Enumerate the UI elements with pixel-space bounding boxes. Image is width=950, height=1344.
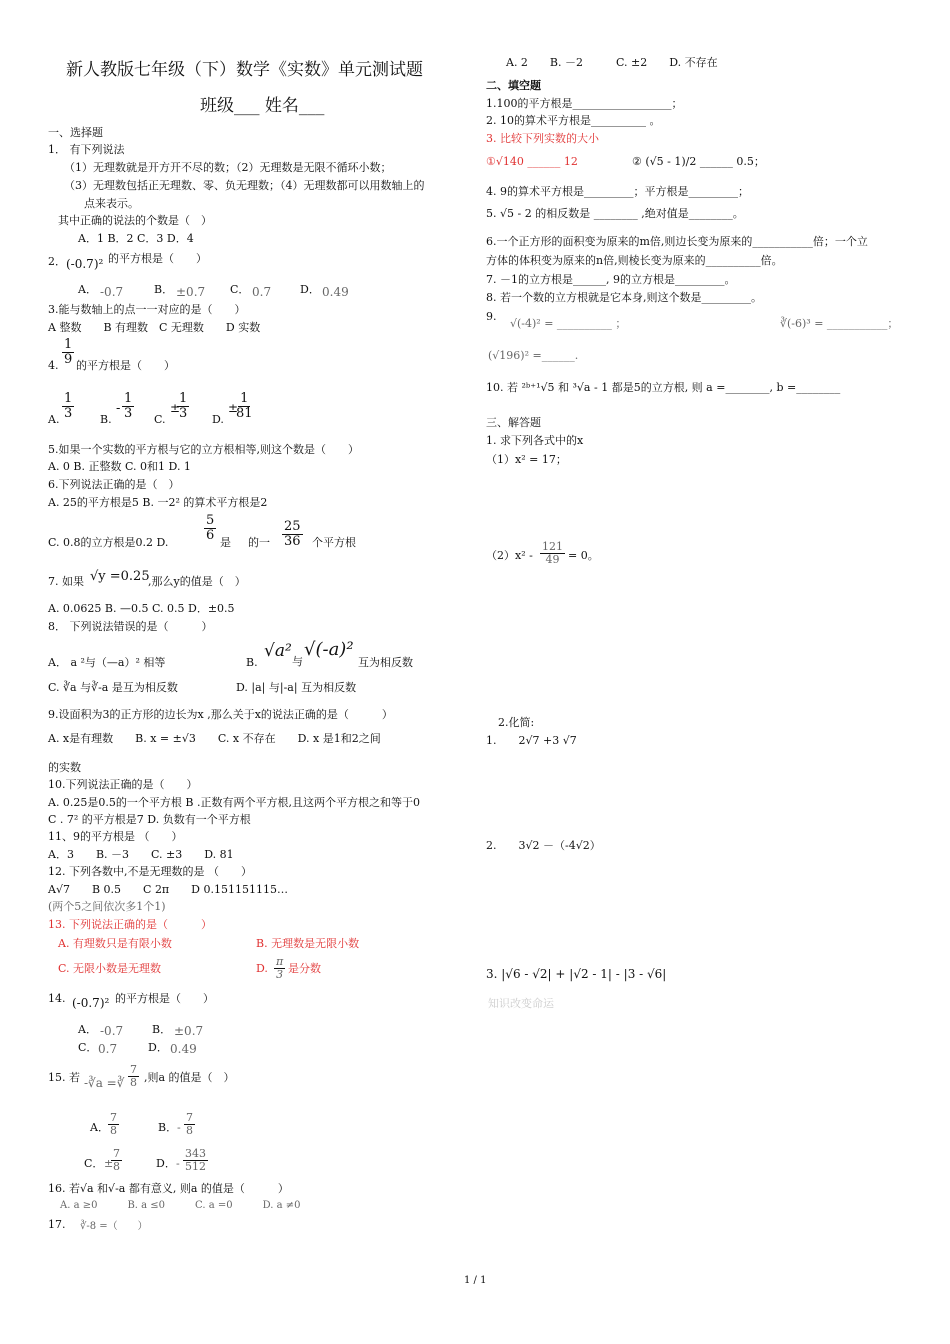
q15-opt-b-val: $\frac{7}{8}$ — [186, 1111, 193, 1138]
q10-cd: C . 7² 的平方根是7 D. 负数有一个平方根 — [48, 813, 251, 826]
q8-b-expr1: √a² — [264, 641, 292, 661]
q14-opt-c-val: 0.7 — [98, 1042, 118, 1056]
q8: 8． 下列说法错误的是（ ） — [48, 620, 213, 633]
q2-opt-a-val: -0.7 — [100, 285, 124, 299]
q8-c: C. ∛a 与∛-a 是互为相反数 — [48, 681, 178, 694]
fill-6b: 方体的体积变为原来的n倍,则棱长变为原来的__________倍。 — [486, 254, 783, 267]
fill-4: 4. 9的算术平方根是_________；平方根是_________； — [486, 185, 749, 198]
q6-cd: C. 0.8的立方根是0.2 D. — [48, 536, 169, 549]
q1e: A．1 B．2 C．3 D．4 — [78, 232, 194, 245]
q4-opt-d-sign: ± — [228, 401, 239, 415]
q4-opt-b-sign: - — [116, 401, 121, 416]
q7-options: A. 0.0625 B. —0.5 C. 0.5 D．±0.5 — [48, 602, 235, 615]
q1a: （1）无理数就是开方开不尽的数；（2）无理数是无限不循环小数； — [64, 161, 392, 174]
q16: 16. 若√a 和√-a 都有意义, 则a 的值是（ ） — [48, 1182, 289, 1195]
q10: 10.下列说法正确的是（ ） — [48, 778, 198, 791]
q15-opt-c-sign: ± — [104, 1157, 114, 1170]
q6-fraction-1: $\frac{5}{6}$ — [206, 513, 215, 544]
q8-b-expr2: √(-a)² — [304, 639, 354, 660]
class-name-line: 班级___ 姓名___ — [200, 96, 325, 116]
q12-tail: (两个5之间依次多1个1) — [48, 900, 166, 913]
q15-opt-c-val: $\frac{7}{8}$ — [113, 1147, 120, 1174]
q1b: （3）无理数包括正无理数、零、负无理数；（4）无理数都可以用数轴上的 — [64, 179, 425, 192]
problem-1: 1. 求下列各式中的x — [486, 434, 584, 447]
q6-ab: A. 25的平方根是5 B. 一2² 的算术平方根是2 — [48, 496, 268, 509]
problem-2b: 2. 3√2 －（-4√2） — [486, 839, 601, 852]
q8-a: A． a ²与（—a）² 相等 — [48, 656, 166, 669]
q3-options: A 整数 B 有理数 C 无理数 D 实数 — [48, 321, 261, 334]
q2-opt-b: B． — [154, 283, 174, 296]
q2-opt-b-val: ±0.7 — [176, 285, 206, 299]
q1c: 点来表示。 — [84, 197, 139, 210]
q8-b-and: 与 — [292, 655, 303, 668]
q13-a: A. 有理数只是有限小数 — [58, 937, 172, 950]
q13-c: C. 无限小数是无理数 — [58, 962, 162, 975]
page-number: 1 / 1 — [464, 1275, 487, 1286]
q5-options: A. 0 B. 正整数 C. 0和1 D. 1 — [48, 460, 191, 473]
fill-3a: ①√140 ______ 12 — [486, 155, 578, 168]
q4-opt-a-val: $\frac{1}{3}$ — [64, 391, 73, 422]
q14-opt-d: D． — [148, 1041, 168, 1054]
q8-d: D. |a| 与|-a| 互为相反数 — [236, 681, 357, 694]
q11: 11、9的平方根是 （ ） — [48, 830, 183, 843]
problem-2: 2.化简: — [498, 716, 535, 729]
q13-d-tail: 是分数 — [288, 962, 321, 975]
q15-opt-a: A． — [90, 1121, 109, 1134]
q13-d: D. — [256, 962, 268, 975]
fill-6a: 6.一个正方形的面积变为原来的m倍,则边长变为原来的___________倍；一个立 — [486, 235, 868, 248]
q9: 9.设面积为3的正方形的边长为x ,那么关于x的说法正确的是（ ） — [48, 708, 393, 721]
problem-2c: 3. |√6 - √2| + |√2 - 1| - |3 - √6| — [486, 967, 667, 981]
q15-opt-d-sign: - — [176, 1157, 180, 1170]
fill-2: 2. 10的算术平方根是__________ 。 — [486, 114, 661, 127]
fill-9c: (√196)² =______. — [488, 349, 579, 362]
fill-5: 5. √5 - 2 的相反数是 ________ ,绝对值是________。 — [486, 207, 744, 220]
q9-tail: 的实数 — [48, 761, 81, 774]
q16-options: A. a ≥0 B. a ≤0 C. a =0 D. a ≠0 — [60, 1200, 301, 1211]
problem-2a: 1. 2√7 +3 √7 — [486, 734, 577, 747]
fill-3: 3. 比较下列实数的大小 — [486, 132, 599, 145]
q1d: 其中正确的说法的个数是（ ） — [58, 214, 212, 227]
fill-9b: ∛(-6)³ = ___________； — [780, 317, 899, 330]
q1: 1． 有下列说法 — [48, 143, 125, 156]
q2-num: 2． — [48, 255, 66, 268]
q4-opt-b-val: $\frac{1}{3}$ — [124, 391, 133, 422]
q15-opt-c: C． — [84, 1157, 104, 1170]
q9-options: A. x是有理数 B. x = ±√3 C. x 不存在 D. x 是1和2之间 — [48, 732, 381, 745]
q4-opt-c-val: $\frac{1}{3}$ — [179, 391, 188, 422]
q4-opt-d: D. — [212, 413, 224, 426]
q2-opt-c-val: 0.7 — [252, 285, 272, 299]
q10-ab: A. 0.25是0.5的一个平方根 B .正数有两个平方根,且这两个平方根之和等于0 — [48, 796, 420, 809]
q4-opt-a: A. — [48, 413, 60, 426]
q14-opt-a-val: -0.7 — [100, 1024, 124, 1038]
fill-3b: ② (√5 - 1)/2 ______ 0.5； — [632, 155, 765, 168]
q14-opt-d-val: 0.49 — [170, 1042, 197, 1056]
q17-expr: ∛-8 =（ ） — [80, 1221, 148, 1232]
q6-d-1: 是 — [220, 536, 231, 549]
q12-options: A√7 B 0.5 C 2π D 0.151151115… — [48, 883, 288, 896]
fill-9: 9. — [486, 310, 497, 323]
problem-1a: （1）x² = 17； — [486, 453, 567, 466]
q6: 6.下列说法正确的是（ ） — [48, 478, 180, 491]
q2-opt-c: C． — [230, 283, 250, 296]
q7-expr: √y =0.25 — [90, 569, 150, 584]
q7: 7. 如果 — [48, 575, 84, 588]
q2-tail: 的平方根是（ ） — [108, 252, 207, 265]
q2-opt-a: A． — [78, 283, 97, 296]
q15-opt-b-sign: - — [177, 1121, 181, 1134]
fill-7: 7. －1的立方根是______, 9的立方根是_________。 — [486, 273, 736, 286]
q14-tail: 的平方根是（ ） — [115, 992, 214, 1005]
q8-b-tail: 互为相反数 — [358, 656, 413, 669]
q14-num: 14. — [48, 992, 66, 1005]
q4-opt-c: C. — [154, 413, 166, 426]
fill-8: 8. 若一个数的立方根就是它本身,则这个数是_________。 — [486, 291, 762, 304]
q15-opt-b: B． — [158, 1121, 178, 1134]
q15-expr: -∛a =∛ — [84, 1076, 125, 1090]
q4-opt-d-val: $\frac{1}{81}$ — [236, 391, 253, 422]
q13: 13. 下列说法正确的是（ ） — [48, 918, 212, 931]
q13-b: B. 无理数是无限小数 — [256, 937, 360, 950]
q4-num: 4. — [48, 359, 59, 372]
q4-opt-c-sign: ± — [170, 401, 181, 415]
q14-opt-c: C． — [78, 1041, 98, 1054]
fill-9a: √(-4)² = __________ ； — [510, 317, 627, 330]
q11-options: A．3 B. －3 C. ±3 D. 81 — [48, 848, 234, 861]
q14-expr: (-0.7)² — [72, 996, 110, 1010]
q12: 12. 下列各数中,不是无理数的是 （ ） — [48, 865, 252, 878]
q15-opt-d-val: $\frac{343}{512}$ — [185, 1147, 206, 1174]
q4-opt-b: B. — [100, 413, 112, 426]
q14-opt-a: A． — [78, 1023, 97, 1036]
section-2: 二、填空题 — [486, 79, 541, 92]
q6-d-2: 的一 — [248, 536, 270, 549]
page-title: 新人教版七年级（下）数学《实数》单元测试题 — [66, 60, 423, 80]
problem-1b-fraction: $\frac{121}{49}$ — [542, 540, 563, 567]
section-1: 一、选择题 — [48, 126, 103, 139]
q15-tail: ,则a 的值是（ ） — [144, 1071, 235, 1084]
q17: 17. — [48, 1218, 66, 1231]
q2-expr: (-0.7)² — [66, 257, 104, 271]
q15-fraction: $\frac{7}{8}$ — [130, 1063, 137, 1090]
q6-fraction-2: $\frac{25}{36}$ — [284, 519, 301, 550]
q15: 15. 若 — [48, 1071, 80, 1084]
q14-opt-b: B． — [152, 1023, 172, 1036]
fill-1: 1.100的平方根是__________________； — [486, 97, 683, 110]
q5: 5.如果一个实数的平方根与它的立方根相等,则这个数是（ ） — [48, 443, 359, 456]
q6-d-3: 个平方根 — [312, 536, 356, 549]
q2-opt-d-val: 0.49 — [322, 285, 349, 299]
q17-options: A. 2 B. －2 C. ±2 D. 不存在 — [506, 56, 718, 69]
fill-10: 10. 若 ²ᵇ⁺¹√5 和 ³√a - 1 都是5的立方根, 则 a =________, b =________ — [486, 381, 841, 394]
q3: 3.能与数轴上的点一一对应的是（ ） — [48, 303, 246, 316]
problem-1b: （2）x² - — [486, 549, 533, 562]
q8-b-label: B. — [246, 656, 258, 669]
q14-opt-b-val: ±0.7 — [174, 1024, 204, 1038]
section-3: 三、解答题 — [486, 416, 541, 429]
q2-opt-d: D． — [300, 283, 320, 296]
q4-tail: 的平方根是（ ） — [76, 359, 175, 372]
watermark-text: 知识改变命运 — [488, 997, 554, 1010]
q13-d-fraction: $\frac{\pi}{3}$ — [276, 955, 284, 982]
q15-opt-a-val: $\frac{7}{8}$ — [110, 1111, 117, 1138]
q4-fraction: $\frac{1}{9}$ — [64, 337, 73, 368]
q7-tail: ,那么y的值是（ ） — [148, 575, 246, 588]
q15-opt-d: D． — [156, 1157, 176, 1170]
problem-1b-tail: = 0。 — [568, 549, 599, 562]
